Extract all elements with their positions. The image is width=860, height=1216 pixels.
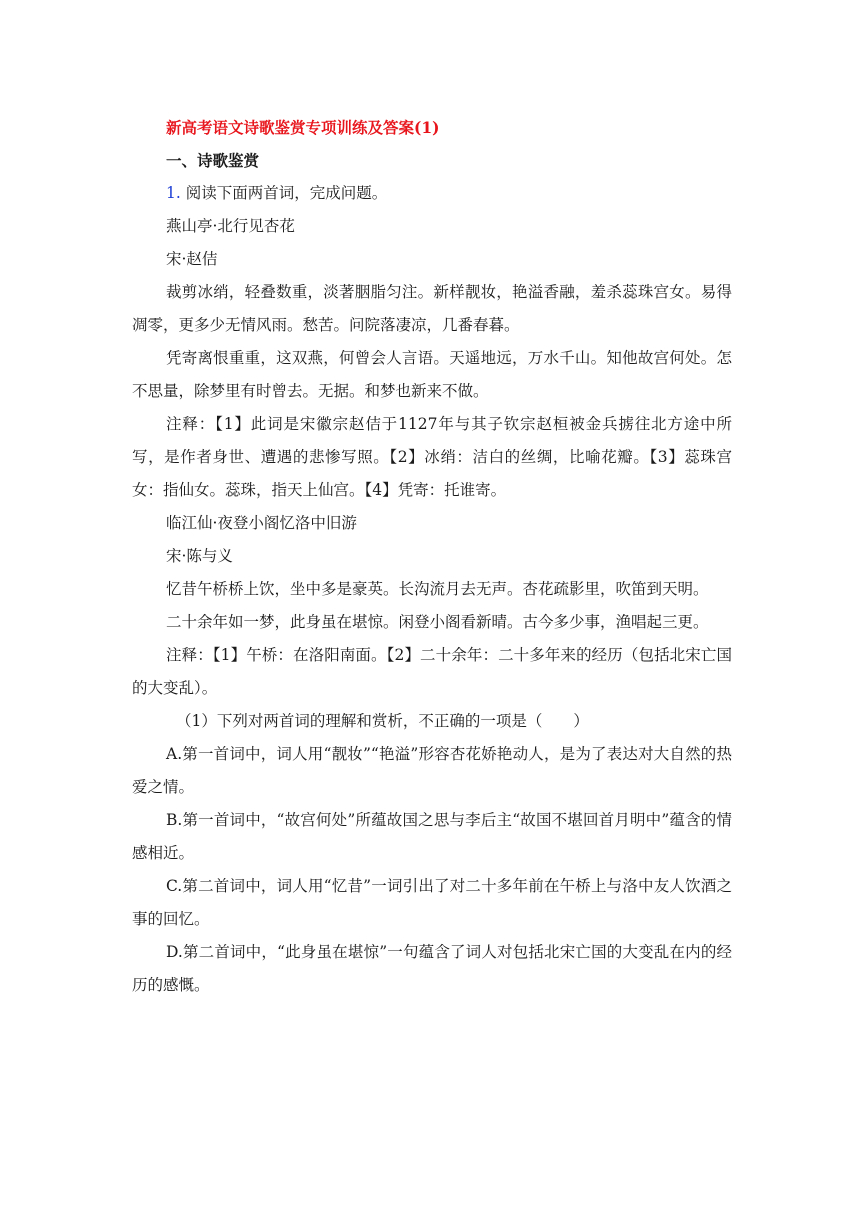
poem2-stanza2: 二十余年如一梦，此身虽在堪惊。闲登小阁看新晴。古今多少事，渔唱起三更。 bbox=[166, 613, 709, 631]
poem2-title: 临江仙·夜登小阁忆洛中旧游 bbox=[166, 514, 357, 532]
poem1-author: 宋·赵佶 bbox=[166, 250, 218, 268]
option-c: C.第二首词中，词人用“忆昔”一词引出了对二十多年前在午桥上与洛中友人饮酒之事的回忆。 bbox=[132, 877, 732, 928]
poem2-stanza1: 忆昔午桥桥上饮，坐中多是豪英。长沟流月去无声。杏花疏影里，吹笛到天明。 bbox=[166, 580, 709, 598]
option-b: B.第一首词中，“故宫何处”所蕴故国之思与李后主“故国不堪回首月明中”蕴含的情感相近。 bbox=[132, 811, 732, 862]
question-line bbox=[132, 177, 732, 210]
sub-question: （1）下列对两首词的理解和赏析，不正确的一项是（ ） bbox=[176, 712, 589, 730]
document-body bbox=[132, 111, 732, 1002]
section-heading: 一、诗歌鉴赏 bbox=[166, 151, 260, 170]
poem2-author: 宋·陈与义 bbox=[166, 547, 233, 565]
poem2-notes: 注释：【1】午桥：在洛阳南面。【2】二十余年：二十多年来的经历（包括北宋亡国的大变乱）。 bbox=[132, 646, 732, 697]
question-prompt: 阅读下面两首词，完成问题。 bbox=[185, 184, 388, 202]
document-title: 新高考语文诗歌鉴赏专项训练及答案(1) bbox=[166, 118, 440, 137]
poem1-stanza2: 凭寄离恨重重，这双燕，何曾会人言语。天遥地远，万水千山。知他故宫何处。怎不思量，除梦里有时曾去。无据。和梦也新来不做。 bbox=[132, 349, 732, 400]
poem1-title: 燕山亭·北行见杏花 bbox=[166, 217, 295, 235]
option-d: D.第二首词中，“此身虽在堪惊”一句蕴含了词人对包括北宋亡国的大变乱在内的经历的感慨。 bbox=[132, 943, 732, 994]
question-number: 1. bbox=[166, 184, 181, 202]
poem1-notes: 注释：【1】此词是宋徽宗赵佶于1127年与其子钦宗赵桓被金兵掳往北方途中所写，是作者身世、遭遇的悲惨写照。【2】冰绡：洁白的丝绸，比喻花瓣。【3】蕊珠宫女：指仙女。蕊珠，指天上仙宫。【4】凭寄：托谁寄。 bbox=[132, 415, 732, 499]
poem1-stanza1: 裁剪冰绡，轻叠数重，淡著胭脂匀注。新样靓妆，艳溢香融，羞杀蕊珠宫女。易得凋零，更多少无情风雨。愁苦。问院落凄凉，几番春暮。 bbox=[132, 283, 732, 334]
option-a: A.第一首词中，词人用“靓妆”“艳溢”形容杏花娇艳动人，是为了表达对大自然的热爱之情。 bbox=[132, 745, 732, 796]
